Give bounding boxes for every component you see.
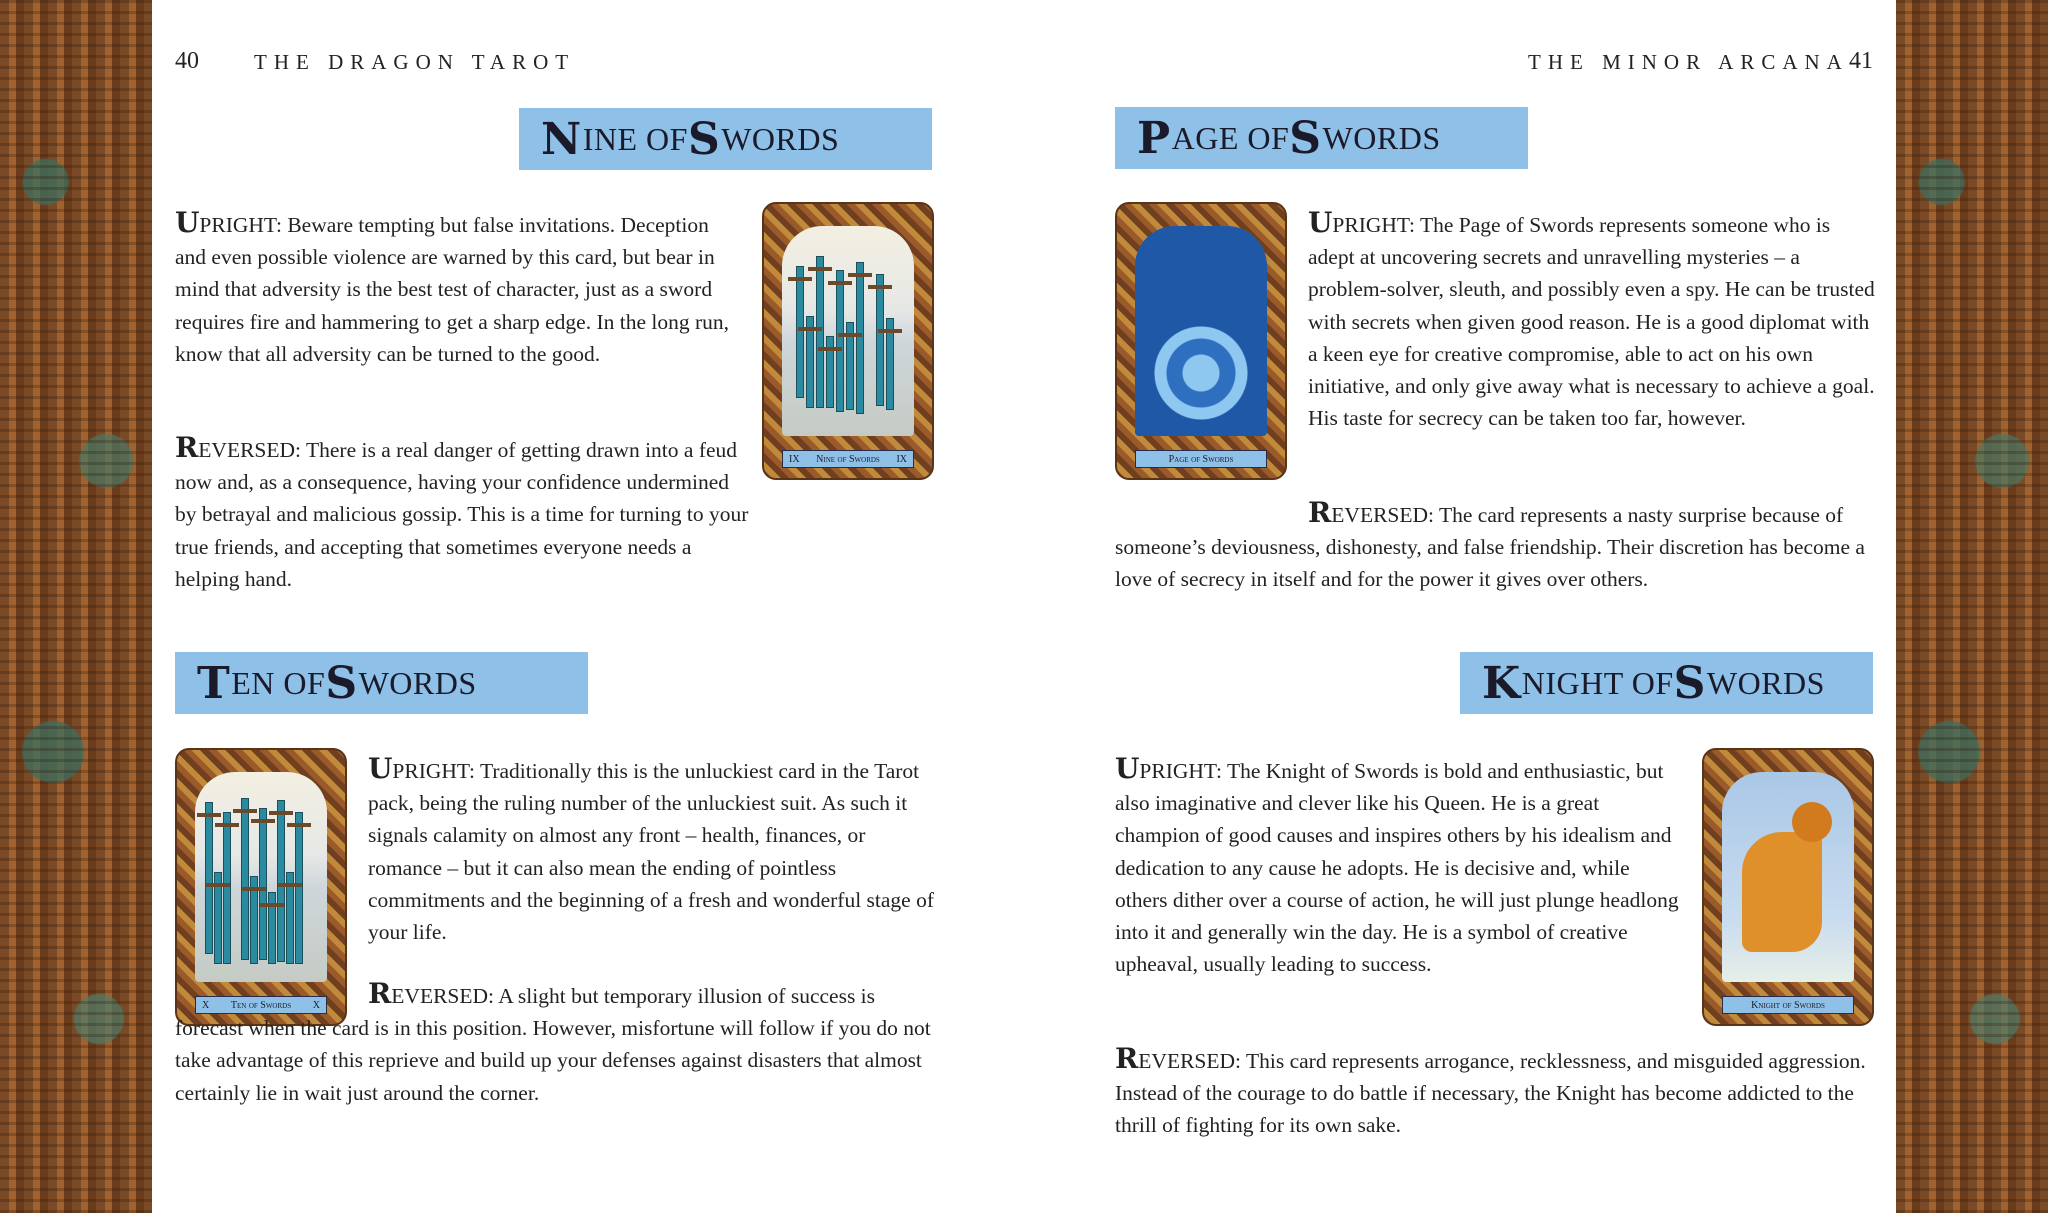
knight-of-swords-heading: K NIGHT OF S WORDS (1460, 652, 1873, 714)
dragon-shape (1742, 832, 1822, 952)
left-decorative-border (0, 0, 152, 1213)
left-running-title: THE DRAGON TAROT (254, 50, 576, 74)
page-card-caption: Page of Swords (1135, 450, 1267, 468)
ten-of-swords-heading: T EN OF S WORDS (175, 652, 588, 714)
page-reversed-paragraph: REVERSED: The card represents a nasty surprise because of someone’s deviousness, dishonesty, and false friendship. Their discretion has become a love of secrecy in itself and for the power it gives over others. (1115, 496, 1865, 592)
knight-of-swords-card-image (1702, 748, 1874, 1026)
knight-upright-paragraph: UPRIGHT: The Knight of Swords is bold and enthusiastic, but also imaginative and clever like his Queen. He is a great champion of good causes and inspires others by his idealism and dedication to any cause he adopts. He is decisive and, while others dither over a course of action, he will just plunge headlong into it and generally win the day. He is a symbol of creative upheaval, usually leading to success. (1115, 752, 1679, 977)
knight-card-caption: Knight of Swords (1722, 996, 1854, 1014)
knight-swords-artwork (1722, 772, 1854, 982)
nine-of-swords-heading: N INE OF S WORDS (519, 108, 932, 170)
ten-reversed-paragraph: REVERSED: A slight but temporary illusion of success is forecast when the card is in this position. However, misfortune will follow if you do not take advantage of this reprieve and build up your defenses against disasters that almost certainly lie in wait just around the corner. (175, 977, 931, 1105)
nine-card-caption: IX Nine of Swords IX (782, 450, 914, 468)
page-of-swords-card-image (1115, 202, 1287, 480)
ten-card-caption: X Ten of Swords X (195, 996, 327, 1014)
page-of-swords-heading: P AGE OF S WORDS (1115, 107, 1528, 169)
dragon-head-shape (1792, 802, 1832, 842)
right-page-number: 41 (1849, 48, 1873, 74)
ten-upright-paragraph: UPRIGHT: Traditionally this is the unluckiest card in the Tarot pack, being the ruling number of the unluckiest suit. As such it signals calamity on almost any front – health, finances, or romance – but it can also mean the ending of pointless commitments and the beginning of a fresh and wonderful stage of your life. (368, 752, 935, 945)
ten-swords-artwork (195, 772, 327, 982)
book-spread (152, 0, 1896, 1213)
right-decorative-border (1896, 0, 2048, 1213)
nine-of-swords-card-image (762, 202, 934, 480)
knight-reversed-paragraph: REVERSED: This card represents arrogance, recklessness, and misguided aggression. Instead of the courage to do battle if necessary, the Knight has become addicted to the thrill of fighting for its own sake. (1115, 1042, 1866, 1138)
page-upright-paragraph: UPRIGHT: The Page of Swords represents someone who is adept at uncovering secrets and unravelling mysteries – a problem-solver, sleuth, and possibly even a spy. He can be trusted with secrets when given good reason. He is a good diplomat with a keen eye for creative compromise, able to act on his own initiative, and only give away what is necessary to achieve a goal. His taste for secrecy can be taken too far, however. (1308, 206, 1875, 431)
nine-swords-artwork (782, 226, 914, 436)
left-page-number: 40 (175, 48, 199, 74)
right-running-title: THE MINOR ARCANA (1528, 50, 1849, 74)
nine-upright-paragraph: UPRIGHT: Beware tempting but false invitations. Deception and even possible violence are warned by this card, but bear in mind that adversity is the best test of character, just as a sword requires fire and hammering to get a sharp edge. In the long run, know that all adversity can be turned to the good. (175, 206, 730, 366)
page-swords-artwork (1135, 226, 1267, 436)
nine-reversed-paragraph: REVERSED: There is a real danger of getting drawn into a feud now and, as a consequence, having your confidence undermined by betrayal and malicious gossip. This is a time for turning to your true friends, and accepting that sometimes everyone needs a helping hand. (175, 431, 749, 591)
